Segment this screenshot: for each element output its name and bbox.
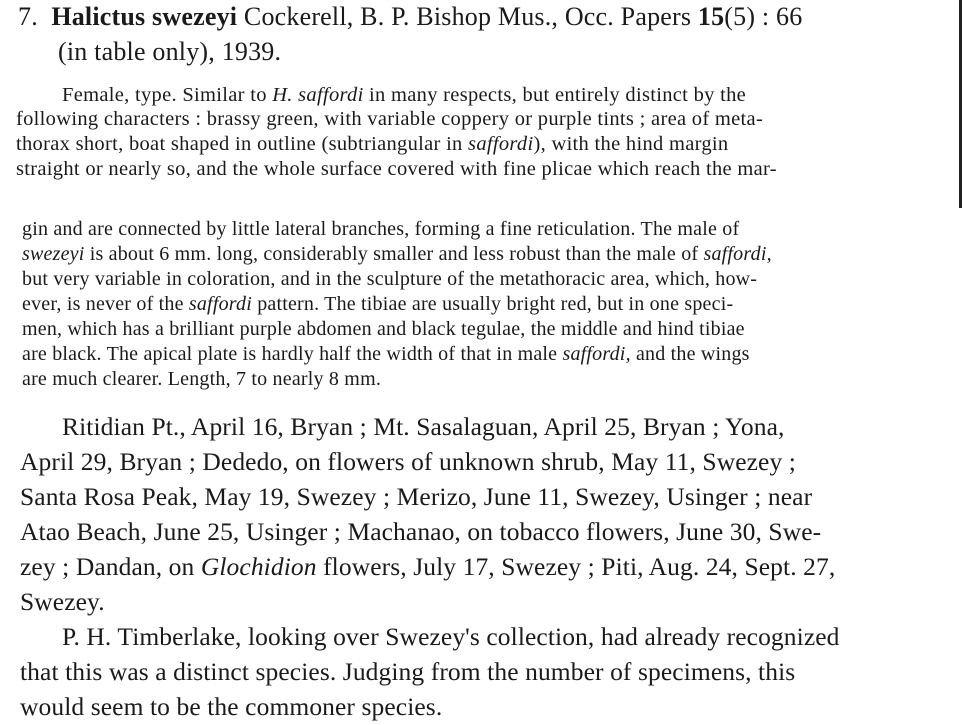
desc1-text: thorax short, boat shaped in outline (subtriangular in bbox=[16, 133, 463, 155]
records-text: flowers, July 17, Swezey ; Piti, Aug. 24, Sept. 27, bbox=[323, 552, 836, 581]
citation-pages: (5) : 66 bbox=[724, 2, 803, 31]
desc2-line-4 bbox=[22, 293, 733, 316]
species-number: 7. bbox=[18, 2, 38, 31]
desc1-line-2: following characters : brassy green, with variable coppery or purple tints ; area of meta- bbox=[16, 108, 764, 130]
desc2-text: pattern. The tibiae are usually bright red, but in one speci- bbox=[257, 293, 734, 315]
citation: Cockerell, B. P. Bishop Mus., Occ. Papers bbox=[243, 2, 692, 31]
closing-line-2: that this was a distinct species. Judging from the number of specimens, this bbox=[20, 657, 796, 686]
desc1-line-4: straight or nearly so, and the whole surface covered with fine plicae which reach the mar- bbox=[16, 158, 777, 180]
desc1-text: in many respects, but entirely distinct by the bbox=[369, 84, 747, 106]
species-heading bbox=[18, 2, 802, 32]
desc2-line-6 bbox=[22, 343, 750, 366]
scan-edge-bar bbox=[959, 0, 962, 208]
desc2-italic: swezeyi bbox=[22, 243, 85, 265]
desc1-text: ), with the hind margin bbox=[533, 133, 729, 155]
desc2-italic: saffordi, bbox=[562, 343, 631, 365]
desc2-italic: saffordi, bbox=[703, 243, 772, 265]
desc2-line-1: gin and are connected by little lateral branches, forming a fine reticulation. The male of bbox=[22, 218, 740, 240]
desc2-text: and the wings bbox=[635, 343, 750, 365]
desc2-line-7: are much clearer. Length, 7 to nearly 8 mm. bbox=[22, 368, 382, 390]
desc2-text: is about 6 mm. long, considerably smaller and less robust than the male of bbox=[89, 243, 699, 265]
records-line-2: April 29, Bryan ; Dededo, on flowers of unknown shrub, May 11, Swezey ; bbox=[20, 447, 796, 476]
closing-line-3: would seem to be the commoner species. bbox=[20, 692, 443, 721]
records-text: zey ; Dandan, on bbox=[20, 552, 195, 581]
desc2-italic: saffordi bbox=[188, 293, 252, 315]
records-italic: Glochidion bbox=[200, 552, 317, 581]
desc2-line-3: but very variable in coloration, and in the sculpture of the metathoracic area, which, how- bbox=[22, 268, 758, 290]
records-line-1: Ritidian Pt., April 16, Bryan ; Mt. Sasalaguan, April 25, Bryan ; Yona, bbox=[62, 412, 785, 441]
desc1-line-1 bbox=[62, 84, 746, 107]
desc2-line-2 bbox=[22, 243, 772, 266]
citation-volume: 15 bbox=[697, 2, 725, 31]
desc2-text: ever, is never of the bbox=[22, 293, 184, 315]
records-line-6: Swezey. bbox=[20, 587, 105, 616]
desc1-italic: saffordi bbox=[468, 133, 534, 155]
closing-line-1: P. H. Timberlake, looking over Swezey's collection, had already recognized bbox=[62, 622, 840, 651]
desc1-italic: H. saffordi bbox=[272, 84, 364, 106]
records-line-3: Santa Rosa Peak, May 19, Swezey ; Merizo, June 11, Swezey, Usinger ; near bbox=[20, 482, 813, 511]
desc2-text: are black. The apical plate is hardly half the width of that in male bbox=[22, 343, 558, 365]
desc2-line-5: men, which has a brilliant purple abdomen and black tegulae, the middle and hind tibiae bbox=[22, 318, 745, 340]
desc1-text: Female, type. Similar to bbox=[62, 84, 267, 106]
records-line-5 bbox=[20, 552, 835, 582]
desc1-line-3 bbox=[16, 133, 728, 156]
citation-line-2: (in table only), 1939. bbox=[58, 37, 282, 66]
records-line-4: Atao Beach, June 25, Usinger ; Machanao, on tobacco flowers, June 30, Swe- bbox=[20, 517, 822, 546]
species-name: Halictus swezeyi bbox=[51, 2, 238, 31]
